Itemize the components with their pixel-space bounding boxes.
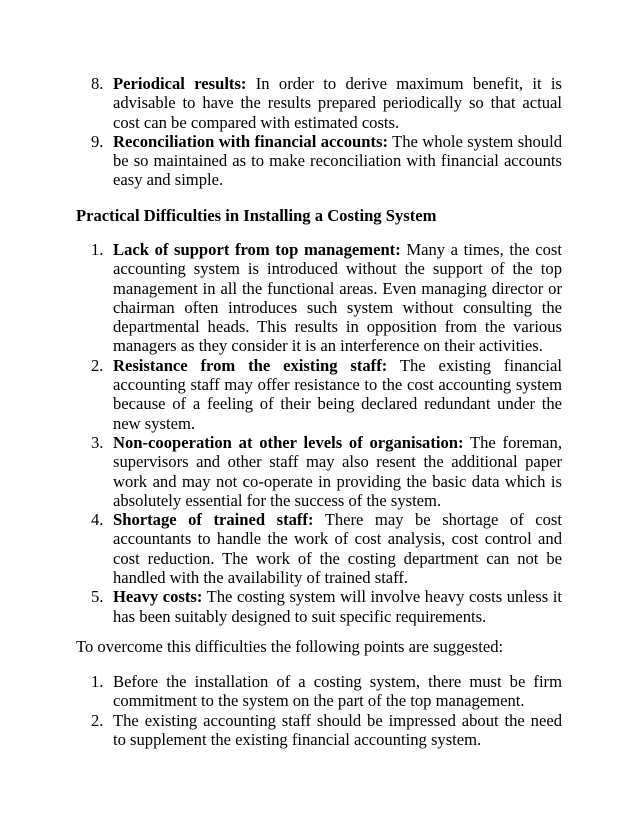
- difficulties-list: [91, 240, 563, 626]
- list-number: 1.: [91, 240, 104, 259]
- item-title: Periodical results:: [113, 74, 247, 93]
- item-body: The existing financial accounting staff may offer resistance to the cost accounting system because of a feeling of their being declared redundant under the new system.: [113, 355, 562, 433]
- list-item: [91, 672, 562, 711]
- list-item-text: [113, 74, 562, 132]
- list-number: 1.: [91, 672, 104, 691]
- numbered-list-continued: [91, 74, 563, 190]
- list-number: 8.: [91, 74, 104, 93]
- list-number: 9.: [91, 131, 104, 151]
- list-number: 2.: [91, 710, 104, 730]
- item-title: Non-cooperation at other levels of organisation:: [113, 432, 464, 452]
- list-item: [91, 240, 562, 356]
- list-item-text: The existing accounting staff should be impressed about the need to supplement the existing financial accounting system.: [113, 710, 562, 749]
- section-heading: Practical Difficulties in Installing a Costing System: [76, 206, 437, 225]
- item-body: There may be shortage of cost accountants to handle the work of cost analysis, cost control and cost reduction. The work of the costing department can not be handled with the availability of trained staff.: [113, 510, 563, 588]
- list-item-text: [113, 356, 562, 433]
- item-title: Shortage of trained staff:: [113, 510, 314, 530]
- list-item-text: [113, 587, 562, 626]
- item-body: The whole system should be so maintained as to make reconciliation with financial accounts easy and simple.: [113, 131, 562, 190]
- list-item: [91, 510, 563, 588]
- list-item: [91, 432, 562, 510]
- item-body: In order to derive maximum benefit, it is advisable to have the results prepared periodically so that actual cost can be compared with estimated costs.: [113, 74, 563, 132]
- list-item-text: [113, 510, 562, 587]
- item-title: Lack of support from top management:: [113, 240, 401, 259]
- list-item: [91, 74, 563, 132]
- list-item-text: [113, 240, 562, 356]
- item-body: Many a times, the cost accounting system is introduced without the support of the top management in all the functional areas. Even managing director or chairman often introduces such system without consulting the departmental heads. This results in opposition from the various managers as they consider it is an interference on their activities.: [113, 240, 562, 356]
- suggestions-list: [91, 672, 562, 749]
- list-item: [91, 131, 562, 190]
- list-item-text: [113, 132, 562, 190]
- list-number: 5.: [91, 587, 104, 607]
- list-item: [91, 587, 562, 626]
- list-item: [91, 355, 562, 433]
- item-body: The costing system will involve heavy costs unless it has been suitably designed to suit specific requirements.: [113, 587, 562, 626]
- list-item-text: [113, 433, 562, 510]
- item-body: The foreman, supervisors and other staff may also resent the additional paper work and may not co-operate in providing the basic data which is absolutely essential for the success of the system.: [113, 432, 562, 510]
- item-title: Resistance from the existing staff:: [113, 355, 388, 375]
- list-item-text: Before the installation of a costing system, there must be firm commitment to the system on the part of the top management.: [113, 672, 562, 711]
- list-number: 4.: [91, 510, 104, 530]
- list-item: [91, 710, 562, 750]
- item-title: Reconciliation with financial accounts:: [113, 131, 388, 151]
- list-number: 2.: [91, 355, 104, 375]
- item-title: Heavy costs:: [113, 587, 203, 607]
- intro-paragraph: To overcome this difficulties the following points are suggested:: [76, 637, 504, 656]
- list-number: 3.: [91, 432, 104, 452]
